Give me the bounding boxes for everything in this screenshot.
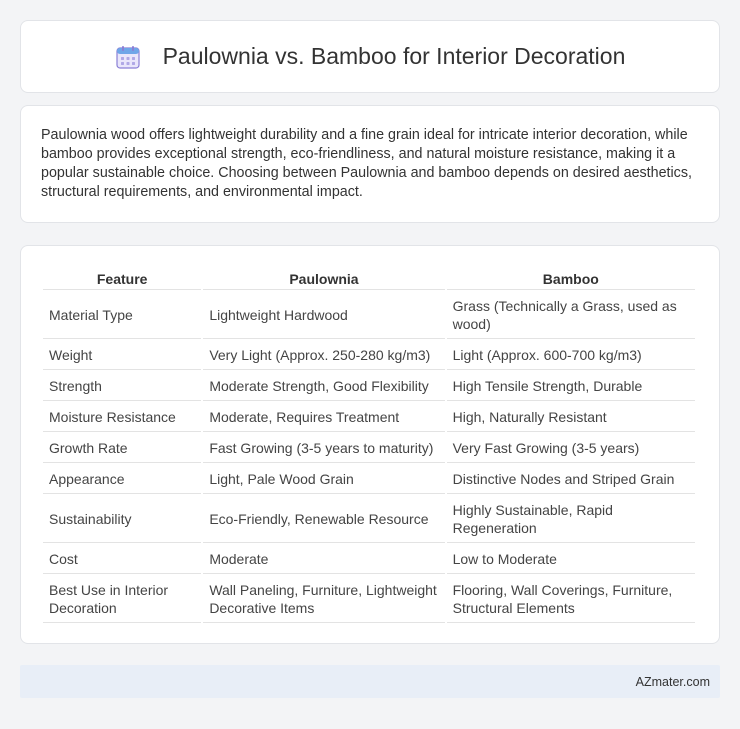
feature-cell: Weight (43, 341, 201, 370)
feature-cell: Growth Rate (43, 434, 201, 463)
paulownia-cell: Wall Paneling, Furniture, Lightweight Decorative Items (203, 576, 444, 623)
bamboo-cell: High Tensile Strength, Durable (447, 372, 695, 401)
bamboo-cell: Highly Sustainable, Rapid Regeneration (447, 496, 695, 543)
paulownia-cell: Lightweight Hardwood (203, 292, 444, 339)
feature-cell: Sustainability (43, 496, 201, 543)
column-header-paulownia: Paulownia (203, 268, 444, 290)
comparison-card (20, 245, 720, 644)
feature-cell: Appearance (43, 465, 201, 494)
feature-cell: Best Use in Interior Decoration (43, 576, 201, 623)
footer (20, 665, 720, 698)
feature-cell: Strength (43, 372, 201, 401)
bamboo-cell: Flooring, Wall Coverings, Furniture, Structural Elements (447, 576, 695, 623)
table-row (43, 496, 695, 543)
bamboo-cell: Light (Approx. 600-700 kg/m3) (447, 341, 695, 370)
bamboo-cell: Low to Moderate (447, 545, 695, 574)
table-row (43, 341, 695, 370)
intro-card (20, 105, 720, 223)
bamboo-cell: Grass (Technically a Grass, used as wood) (447, 292, 695, 339)
feature-cell: Cost (43, 545, 201, 574)
footer-brand: AZmater.com (635, 674, 710, 689)
table-row (43, 403, 695, 432)
paulownia-cell: Fast Growing (3-5 years to maturity) (203, 434, 444, 463)
table-row (43, 292, 695, 339)
title-card (20, 20, 720, 93)
calendar-icon (115, 44, 141, 70)
paulownia-cell: Very Light (Approx. 250-280 kg/m3) (203, 341, 444, 370)
paulownia-cell: Moderate Strength, Good Flexibility (203, 372, 444, 401)
paulownia-cell: Moderate (203, 545, 444, 574)
column-header-bamboo: Bamboo (447, 268, 695, 290)
feature-cell: Moisture Resistance (43, 403, 201, 432)
table-row (43, 576, 695, 623)
paulownia-cell: Moderate, Requires Treatment (203, 403, 444, 432)
table-header-row (43, 268, 695, 290)
table-row (43, 545, 695, 574)
paulownia-cell: Eco-Friendly, Renewable Resource (203, 496, 444, 543)
table-row (43, 465, 695, 494)
intro-text: Paulownia wood offers lightweight durability and a fine grain ideal for intricate interior decoration, while bamboo provides exceptional strength, eco-friendliness, and natural moisture resistance, making it a popular sustainable choice. Choosing between Paulownia and bamboo depends on desired aesthetics, structural requirements, and environmental impact. (41, 127, 692, 200)
table-row (43, 372, 695, 401)
paulownia-cell: Light, Pale Wood Grain (203, 465, 444, 494)
bamboo-cell: High, Naturally Resistant (447, 403, 695, 432)
column-header-feature: Feature (43, 268, 201, 290)
comparison-table (41, 266, 697, 625)
page-title: Paulownia vs. Bamboo for Interior Decoration (162, 43, 626, 69)
bamboo-cell: Very Fast Growing (3-5 years) (447, 434, 695, 463)
feature-cell: Material Type (43, 292, 201, 339)
bamboo-cell: Distinctive Nodes and Striped Grain (447, 465, 695, 494)
table-row (43, 434, 695, 463)
